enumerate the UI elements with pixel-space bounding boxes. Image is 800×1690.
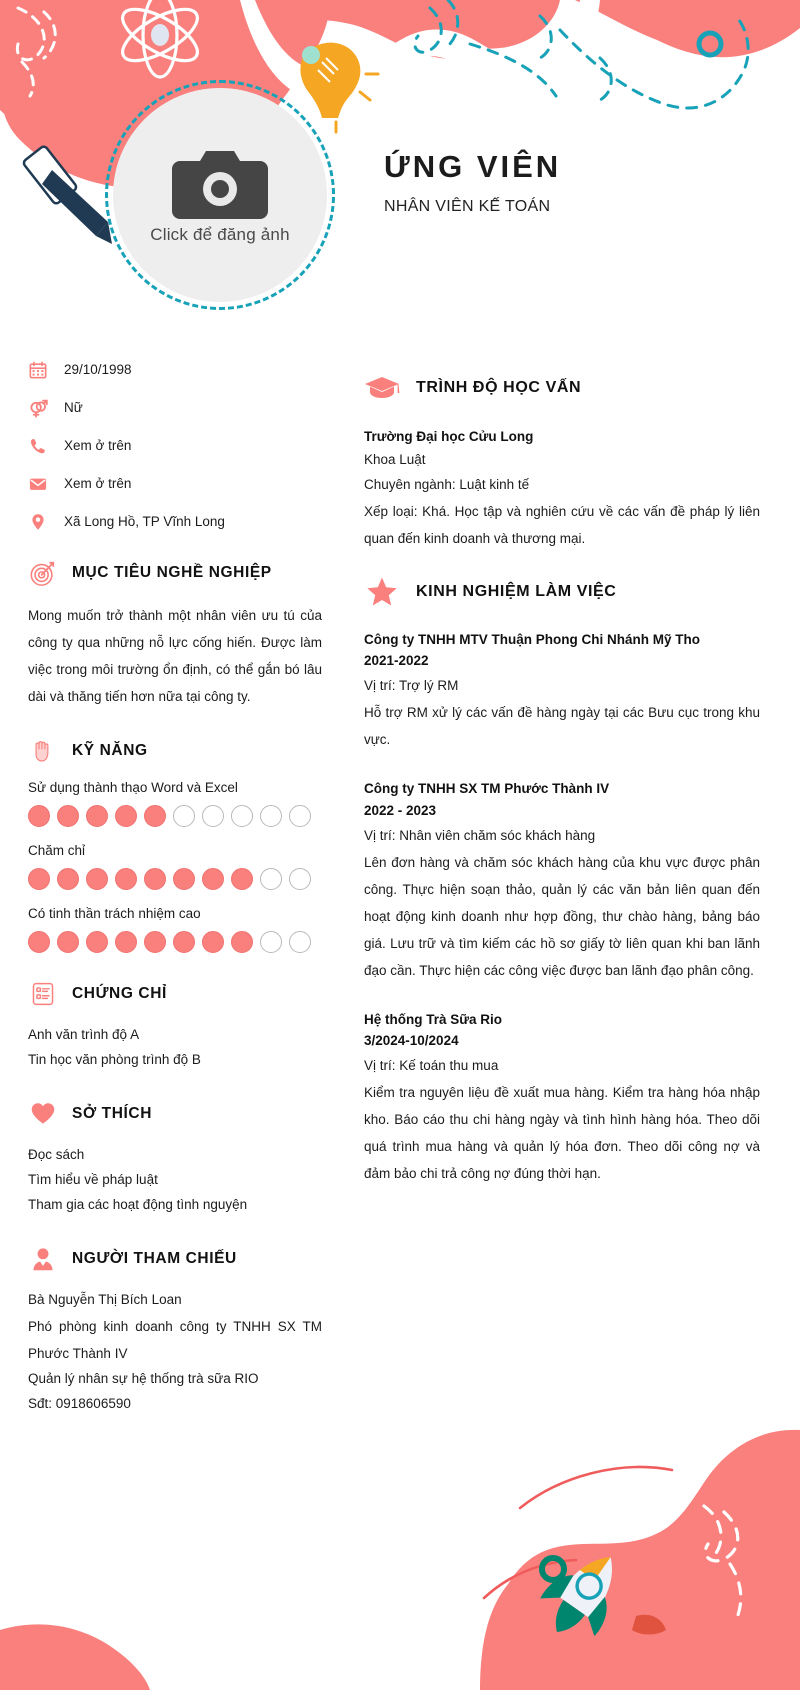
experience-entry — [364, 779, 760, 984]
rating-dot-filled[interactable] — [57, 931, 79, 953]
location-pin-icon — [28, 512, 48, 532]
pink-blob-top — [270, 0, 560, 49]
section-references-title: NGƯỜI THAM CHIẾU — [72, 1249, 237, 1267]
section-education-heading — [364, 370, 760, 406]
rating-dot-empty[interactable] — [260, 805, 282, 827]
experience-period: 2022 - 2023 — [364, 802, 437, 818]
contact-value-gender: Nữ — [64, 400, 83, 416]
photo-upload-inner[interactable] — [113, 88, 327, 302]
rating-dot-filled[interactable] — [86, 868, 108, 890]
skill-item — [28, 906, 322, 953]
calendar-icon — [28, 360, 48, 380]
experience-company: Công ty TNHH MTV Thuận Phong Chi Nhánh Mỹ Tho — [364, 631, 700, 647]
contact-list — [28, 360, 322, 532]
candidate-role[interactable]: NHÂN VIÊN KẾ TOÁN — [384, 198, 551, 216]
skill-label: Có tinh thần trách nhiệm cao — [28, 906, 201, 921]
section-experience-heading — [364, 574, 760, 610]
rating-dot-filled[interactable] — [231, 931, 253, 953]
rocket-flame — [632, 1615, 666, 1635]
rating-dot-empty[interactable] — [173, 805, 195, 827]
rating-dot-empty[interactable] — [289, 805, 311, 827]
email-icon — [28, 474, 48, 494]
contact-row-phone[interactable] — [28, 436, 322, 456]
rating-dot-filled[interactable] — [115, 868, 137, 890]
pink-blob-footer-right-2 — [486, 1430, 800, 1690]
hobby-item: Tham gia các hoạt động tình nguyện — [28, 1196, 248, 1212]
education-grade: Xếp loại: Khá. Học tập và nghiên cứu về các vấn đề pháp lý liên quan đến kinh doanh và thương mại. — [364, 503, 760, 546]
skill-rating-dots[interactable] — [28, 805, 322, 827]
right-column — [352, 340, 800, 1213]
pink-blob-footer-left — [0, 1624, 150, 1690]
teal-dashed-curve — [415, 0, 748, 108]
graduation-cap-icon — [364, 370, 400, 406]
education-faculty: Khoa Luật — [364, 451, 426, 467]
section-hobbies-title: SỞ THÍCH — [72, 1104, 153, 1122]
section-certificates-heading — [28, 979, 322, 1009]
contact-value-phone: Xem ở trên — [64, 438, 132, 454]
heart-icon — [28, 1099, 58, 1129]
contact-row-email[interactable] — [28, 474, 322, 494]
gender-icon — [28, 398, 48, 418]
skill-item — [28, 780, 322, 827]
rating-dot-filled[interactable] — [231, 868, 253, 890]
reference-line: Sđt: 0918606590 — [28, 1395, 131, 1411]
section-certificates-title: CHỨNG CHỈ — [72, 985, 167, 1002]
experience-entry — [364, 1010, 760, 1188]
experience-description: Hỗ trợ RM xử lý các vấn đề hàng ngày tại các Bưu cục trong khu vực. — [364, 705, 760, 748]
rating-dot-filled[interactable] — [173, 931, 195, 953]
experience-entry — [364, 630, 760, 754]
section-objective-title: MỤC TIÊU NGHỀ NGHIỆP — [72, 564, 272, 581]
rating-dot-empty[interactable] — [260, 868, 282, 890]
experience-company: Hệ thống Trà Sữa Rio — [364, 1011, 503, 1027]
skill-label: Chăm chỉ — [28, 843, 86, 858]
certificate-item: Anh văn trình độ A — [28, 1027, 140, 1042]
checklist-icon — [28, 979, 58, 1009]
rating-dot-empty[interactable] — [289, 931, 311, 953]
rating-dot-empty[interactable] — [260, 931, 282, 953]
rating-dot-filled[interactable] — [28, 931, 50, 953]
pink-blob-footer-right — [480, 1449, 800, 1690]
photo-upload-slot[interactable] — [105, 80, 335, 310]
contact-row-birthdate[interactable] — [28, 360, 322, 380]
atom-icon — [115, 0, 205, 77]
rating-dot-filled[interactable] — [144, 868, 166, 890]
name-block — [384, 150, 561, 216]
rating-dot-filled[interactable] — [115, 931, 137, 953]
section-experience-title: KINH NGHIỆM LÀM VIỆC — [416, 582, 617, 600]
cv-body — [0, 340, 800, 1417]
rocket-icon — [530, 1537, 638, 1651]
target-icon — [28, 558, 58, 588]
experience-description: Kiểm tra nguyên liệu đề xuất mua hàng. Kiểm tra hàng hóa nhập kho. Báo cáo thu chi hàng ngày và tình hình hàng hóa. Theo dõi quá trình mua hàng và quản lý hóa đơn. Theo dõi công nợ và đảm bảo chi trả công nợ đúng thời hạn. — [364, 1085, 760, 1182]
rating-dot-filled[interactable] — [86, 931, 108, 953]
teal-ring — [699, 33, 721, 55]
contact-value-address: Xã Long Hồ, TP Vĩnh Long — [64, 514, 225, 530]
pink-blob-right-big — [520, 0, 800, 53]
skill-label: Sử dụng thành thạo Word và Excel — [28, 780, 238, 795]
section-hobbies-heading — [28, 1099, 322, 1129]
section-references-heading — [28, 1244, 322, 1274]
section-skills-title: KỸ NĂNG — [72, 742, 148, 759]
experience-period: 2021-2022 — [364, 653, 429, 669]
person-icon — [28, 1244, 58, 1274]
rating-dot-empty[interactable] — [231, 805, 253, 827]
reference-line: Quản lý nhân sự hệ thống trà sữa RIO — [28, 1370, 259, 1386]
education-school: Trường Đại học Cửu Long — [364, 429, 534, 444]
candidate-name[interactable]: ỨNG VIÊN — [384, 149, 562, 184]
pink-arc — [484, 1467, 672, 1598]
contact-row-address[interactable] — [28, 512, 322, 532]
rating-dot-filled[interactable] — [202, 868, 224, 890]
photo-upload-label: Click để đăng ảnh — [150, 225, 290, 244]
contact-row-gender[interactable] — [28, 398, 322, 418]
pink-blob-mid — [150, 0, 520, 59]
hobby-item: Tìm hiểu về pháp luật — [28, 1171, 158, 1187]
phone-icon — [28, 436, 48, 456]
rating-dot-filled[interactable] — [28, 805, 50, 827]
reference-line: Bà Nguyễn Thị Bích Loan — [28, 1291, 182, 1307]
skill-item — [28, 843, 322, 890]
rating-dot-filled[interactable] — [28, 868, 50, 890]
rating-dot-filled[interactable] — [202, 931, 224, 953]
hobby-item: Đọc sách — [28, 1146, 85, 1162]
atom-nucleus — [151, 24, 169, 46]
teal-ring-footer-group — [542, 1558, 564, 1580]
rating-dot-filled[interactable] — [173, 868, 195, 890]
rating-dot-filled[interactable] — [57, 805, 79, 827]
objective-text: Mong muốn trở thành một nhân viên ưu tú của công ty qua những nỗ lực cống hiến. Được làm việc trong môi trường ổn định, có thể gắn bó lâu dài và thăng tiến hơn nữa tại công ty. — [28, 608, 322, 704]
rating-dot-empty[interactable] — [289, 868, 311, 890]
experience-position: Vị trí: Kế toán thu mua — [364, 1058, 499, 1074]
white-dashed-squiggles — [17, 8, 55, 96]
rating-dot-filled[interactable] — [144, 931, 166, 953]
left-column — [0, 340, 352, 1417]
section-education-title: TRÌNH ĐỘ HỌC VẤN — [416, 379, 582, 396]
certificate-item: Tin học văn phòng trình độ B — [28, 1051, 201, 1067]
education-major: Chuyên ngành: Luật kinh tế — [364, 476, 530, 492]
experience-period: 3/2024-10/2024 — [364, 1033, 459, 1049]
rating-dot-empty[interactable] — [202, 805, 224, 827]
reference-line: Phó phòng kinh doanh công ty TNHH SX TM Phước Thành IV — [28, 1318, 322, 1361]
rating-dot-filled[interactable] — [57, 868, 79, 890]
experience-position: Vị trí: Nhân viên chăm sóc khách hàng — [364, 827, 596, 843]
pen-icon — [22, 145, 112, 244]
star-icon — [364, 574, 400, 610]
contact-value-email: Xem ở trên — [64, 476, 132, 492]
experience-description: Lên đơn hàng và chăm sóc khách hàng của khu vực được phân công. Thực hiện soạn thảo, quản lý các văn bản liên quan đến hoạt động kinh doanh như hợp đồng, thư chào hàng, bảng báo giá. Lưu trữ và tìm kiếm các hồ sơ giấy tờ liên quan khi ban lãnh đạo cần. Thực hiện các công việc được ban lãnh đạo phân công. — [364, 854, 760, 978]
camera-icon — [172, 145, 268, 219]
white-dashed-curve-footer — [704, 1506, 741, 1620]
rating-dot-filled[interactable] — [144, 805, 166, 827]
pink-blob-right — [470, 0, 800, 57]
hand-icon — [28, 736, 58, 766]
section-skills-heading — [28, 736, 322, 766]
section-objective-heading — [28, 558, 322, 588]
experience-company: Công ty TNHH SX TM Phước Thành IV — [364, 781, 610, 797]
rating-dot-filled[interactable] — [86, 805, 108, 827]
contact-value-birthdate: 29/10/1998 — [64, 362, 132, 378]
skill-rating-dots[interactable] — [28, 931, 322, 953]
rating-dot-filled[interactable] — [115, 805, 137, 827]
experience-position: Vị trí: Trợ lý RM — [364, 678, 459, 694]
skill-rating-dots[interactable] — [28, 868, 322, 890]
